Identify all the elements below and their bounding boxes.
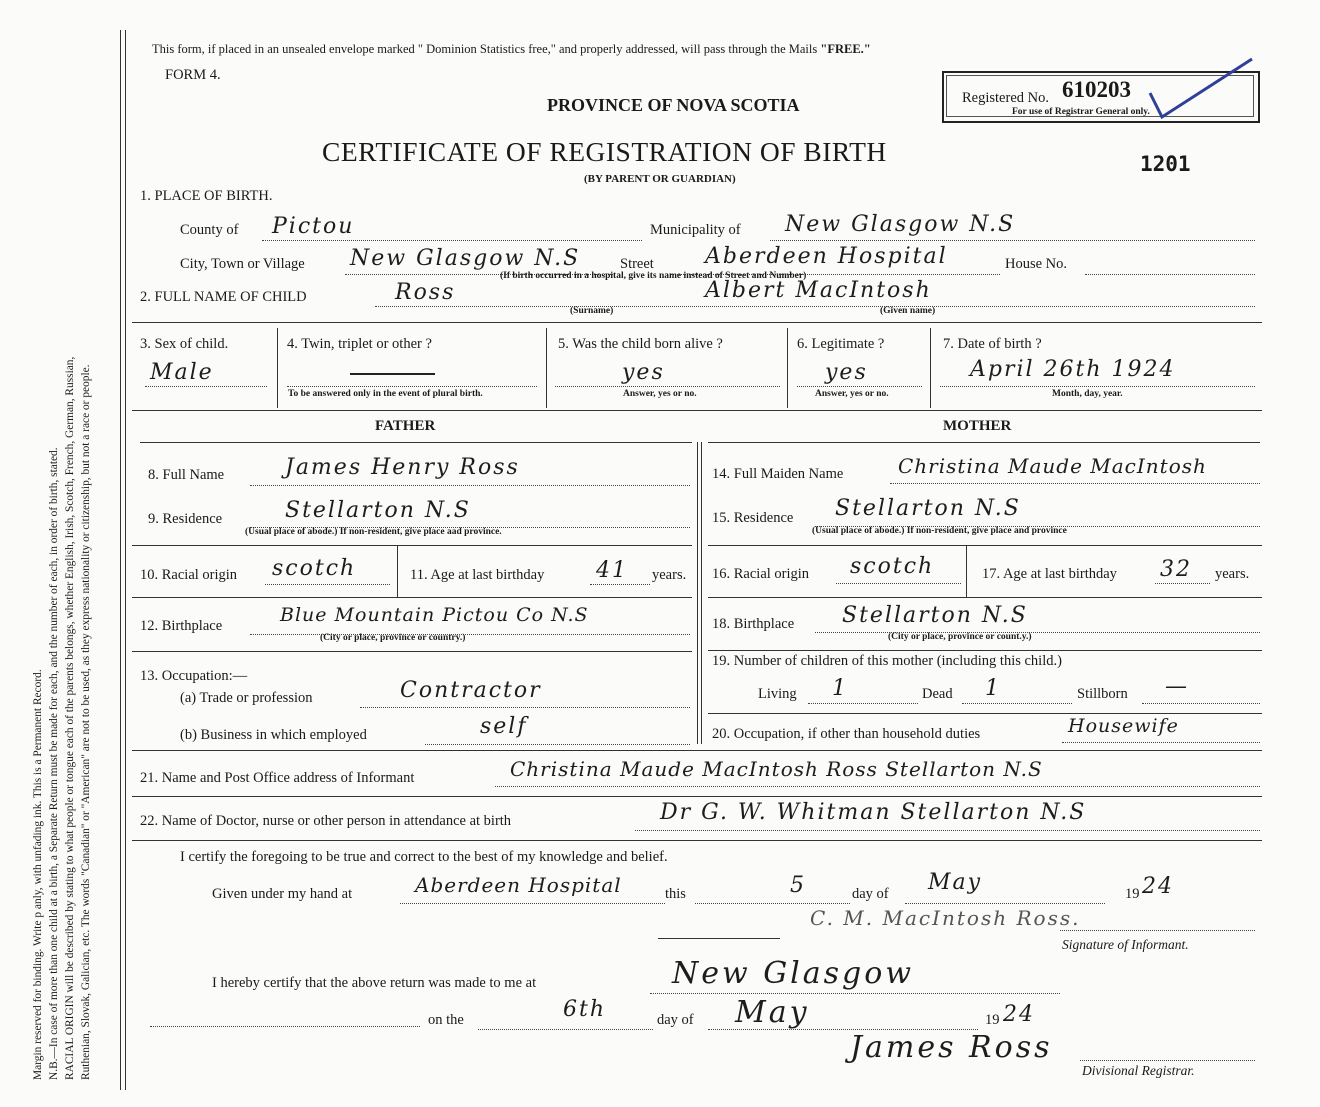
mother-occ-label: 20. Occupation, if other than household duties <box>712 726 981 742</box>
mother-rule-1 <box>708 545 1262 546</box>
binding-line <box>120 30 121 1090</box>
given-month: May <box>928 870 983 895</box>
on-the-label: on the <box>428 1012 464 1028</box>
child-name-line <box>375 306 1255 307</box>
mother-occ-line <box>1062 742 1260 743</box>
city-value: New Glasgow N.S <box>350 246 581 271</box>
legit-label: 6. Legitimate ? <box>797 336 885 352</box>
registrar-year-prefix: 19 <box>985 1012 1000 1028</box>
rule-lower <box>132 750 1262 751</box>
mother-residence: Stellarton N.S <box>835 496 1021 521</box>
margin-note-1: Margin reserved for binding. Write p anly, with unfading ink. This is a Permanent Record. <box>32 669 44 1080</box>
given-place: Aberdeen Hospital <box>415 873 622 897</box>
cert-short-rule <box>658 938 780 939</box>
registrar-year-suffix: 24 <box>1003 1002 1035 1027</box>
dead-line <box>962 703 1072 704</box>
mother-rule-4 <box>708 713 1262 714</box>
dob-line <box>940 386 1255 387</box>
stamp-number: 1201 <box>1140 152 1191 176</box>
father-bp-note: (City or place, province or country.) <box>320 633 466 643</box>
father-residence: Stellarton N.S <box>285 498 471 523</box>
given-day: 5 <box>790 873 806 898</box>
registrar-lead-line <box>150 1026 420 1027</box>
twin-dash <box>350 373 435 375</box>
form-number: FORM 4. <box>165 67 221 83</box>
registrar-place-line <box>650 993 1060 994</box>
surname-caption: (Surname) <box>570 306 614 316</box>
father-rule-2 <box>132 597 692 598</box>
father-res-note: (Usual place of abode.) If non-resident, give place aad province. <box>245 527 502 537</box>
father-rule-1 <box>132 545 692 546</box>
registered-number: 610203 <box>1062 77 1131 102</box>
father-name-line <box>250 485 690 486</box>
sex-label: 3. Sex of child. <box>140 336 229 352</box>
mother-age: 32 <box>1160 557 1192 582</box>
mother-race-line <box>836 583 961 584</box>
legit-value: yes <box>825 360 868 385</box>
doctor-value: Dr G. W. Whitman Stellarton N.S <box>660 800 1087 825</box>
margin-note-3: RACIAL ORIGIN will be described by stating to what people or tongue each of the parents belongs, whether English, Irish, Scotch, French, German, Russian, <box>64 356 76 1080</box>
registrar-sig-line <box>1080 1060 1255 1061</box>
mother-years: years. <box>1215 566 1250 582</box>
father-age-line <box>590 584 650 585</box>
father-bp-label: 12. Birthplace <box>140 618 223 634</box>
father-res-label: 9. Residence <box>148 511 223 527</box>
father-race-label: 10. Racial origin <box>140 567 238 583</box>
margin-notes <box>30 10 94 1080</box>
registrar-place: New Glasgow <box>672 956 915 991</box>
father-race: scotch <box>272 556 357 581</box>
given-day-of-label: day of <box>852 886 889 902</box>
dead-label: Dead <box>922 686 953 702</box>
county-value: Pictou <box>272 214 355 239</box>
mother-rule-2 <box>708 597 1262 598</box>
stillborn-line <box>1142 703 1260 704</box>
informant-sig-line <box>1060 930 1255 931</box>
registrar-month: May <box>735 995 810 1030</box>
alive-value: yes <box>622 360 665 385</box>
given-year-suffix: 24 <box>1142 874 1174 899</box>
stillborn-value: — <box>1165 674 1189 699</box>
father-heading: FATHER <box>375 418 436 434</box>
alive-label: 5. Was the child born alive ? <box>558 336 723 352</box>
blue-checkmark <box>1140 55 1260 125</box>
child-name-label: 2. FULL NAME OF CHILD <box>140 289 307 305</box>
col-divider-1 <box>277 328 278 408</box>
doctor-label: 22. Name of Doctor, nurse or other person in attendance at birth <box>140 813 512 829</box>
living-line <box>808 703 918 704</box>
mother-age-line <box>1155 583 1210 584</box>
legit-note: Answer, yes or no. <box>815 389 889 399</box>
father-trade-line <box>360 707 690 708</box>
margin-note-2: N.B.—In case of more than one child at a birth, a Separate Return must be made for each, and the number of each, in order of birth, stated. <box>48 447 60 1080</box>
rule-informant <box>132 796 1262 797</box>
cert-statement: I certify the foregoing to be true and correct to the best of my knowledge and belief. <box>180 849 668 865</box>
center-divider <box>697 442 698 744</box>
alive-line <box>555 386 780 387</box>
page-title: CERTIFICATE OF REGISTRATION OF BIRTH <box>322 136 887 167</box>
city-label: City, Town or Village <box>180 256 305 272</box>
registrar-day-line <box>478 1029 653 1030</box>
mother-occupation: Housewife <box>1068 715 1179 737</box>
mother-res-note: (Usual place of abode.) If non-resident, give place and province <box>812 526 1067 536</box>
col-divider-2 <box>546 328 547 408</box>
municipality-value: New Glasgow N.S <box>785 212 1016 237</box>
mother-age-label: 17. Age at last birthday <box>982 566 1117 582</box>
stillborn-label: Stillborn <box>1077 686 1128 702</box>
county-label: County of <box>180 222 239 238</box>
municipality-line <box>770 240 1255 241</box>
father-birthplace: Blue Mountain Pictou Co N.S <box>280 604 589 626</box>
dead-value: 1 <box>985 676 1001 701</box>
province-heading: PROVINCE OF NOVA SCOTIA <box>547 95 800 115</box>
dob-note: Month, day, year. <box>1052 389 1123 399</box>
dob-value: April 26th 1924 <box>970 357 1176 382</box>
mother-bp-note: (City or place, province or count.y.) <box>888 632 1032 642</box>
given-month-line <box>905 903 1105 904</box>
given-day-line <box>695 903 850 904</box>
sex-value: Male <box>150 360 214 385</box>
sex-line <box>145 386 267 387</box>
this-label: this <box>665 886 686 902</box>
rule-doctor <box>132 840 1262 841</box>
place-of-birth-heading: 1. PLACE OF BIRTH. <box>140 188 273 204</box>
mother-name: Christina Maude MacIntosh <box>898 454 1207 478</box>
father-race-line <box>265 584 390 585</box>
alive-note: Answer, yes or no. <box>623 389 697 399</box>
street-value: Aberdeen Hospital <box>705 244 948 269</box>
mother-race-divider <box>966 545 967 597</box>
twin-line <box>287 386 537 387</box>
binding-line-2 <box>125 30 126 1090</box>
living-label: Living <box>758 686 797 702</box>
center-divider-2 <box>701 442 702 744</box>
mother-bp-line <box>815 632 1260 633</box>
legit-line <box>797 386 922 387</box>
father-rule-3 <box>132 651 692 652</box>
col-divider-3 <box>787 328 788 408</box>
twin-note: To be answered only in the event of plural birth. <box>288 389 483 399</box>
given-place-line <box>400 903 665 904</box>
twin-label: 4. Twin, triplet or other ? <box>287 336 432 352</box>
mother-rule-3 <box>708 650 1262 651</box>
informant-signature: C. M. MacIntosh Ross. <box>810 906 1081 930</box>
father-years: years. <box>652 567 687 583</box>
given-label: Given under my hand at <box>212 886 353 902</box>
father-occ-label: 13. Occupation:— <box>140 668 248 684</box>
father-trade-label: (a) Trade or profession <box>180 690 313 706</box>
rule-mid <box>132 410 1262 411</box>
registered-label: Registered No. <box>962 90 1049 106</box>
father-race-divider <box>397 545 398 597</box>
given-caption: (Given name) <box>880 306 936 316</box>
informant-line <box>495 786 1260 787</box>
doctor-line <box>635 830 1260 831</box>
father-bp-line <box>250 634 690 635</box>
municipality-label: Municipality of <box>650 222 741 238</box>
mother-race: scotch <box>850 554 935 579</box>
father-name-label: 8. Full Name <box>148 467 225 483</box>
registrar-caption: Divisional Registrar. <box>1082 1063 1195 1078</box>
county-line <box>262 240 642 241</box>
mother-bp-label: 18. Birthplace <box>712 616 795 632</box>
given-year-prefix: 19 <box>1125 886 1140 902</box>
mother-heading-rule <box>708 442 1260 443</box>
mother-name-label: 14. Full Maiden Name <box>712 466 844 482</box>
mother-heading: MOTHER <box>943 418 1012 434</box>
father-business: self <box>480 714 528 739</box>
father-bus-line <box>425 744 690 745</box>
child-given-name: Albert MacIntosh <box>705 278 932 303</box>
father-name: James Henry Ross <box>285 455 520 480</box>
mother-res-label: 15. Residence <box>712 510 794 526</box>
mother-name-line <box>890 483 1260 484</box>
informant-label: 21. Name and Post Office address of Informant <box>140 770 415 786</box>
father-trade: Contractor <box>400 678 542 703</box>
mother-children-label: 19. Number of children of this mother (including this child.) <box>712 653 1062 669</box>
sig-caption: Signature of Informant. <box>1062 937 1189 952</box>
margin-note-4: Ruthenian, Slovak, Galician, etc. The words "Canadian" or "American" are not to be used, as they express nationality or citizenship, but not a race or people. <box>80 364 92 1080</box>
street-label: Street <box>620 256 654 272</box>
rule-top <box>132 322 1262 323</box>
registrar-day: 6th <box>563 997 607 1022</box>
registrar-note: For use of Registrar General only. <box>1012 107 1150 117</box>
mother-race-label: 16. Racial origin <box>712 566 810 582</box>
registrar-signature: James Ross <box>850 1030 1053 1065</box>
registrar-statement: I hereby certify that the above return was made to me at <box>212 975 537 991</box>
father-heading-rule <box>140 442 692 443</box>
postal-note: This form, if placed in an unsealed envelope marked " Dominion Statistics free," and properly addressed, will pass through the Mails "FREE." <box>152 42 871 56</box>
page-subtitle: (BY PARENT OR GUARDIAN) <box>584 173 736 185</box>
child-surname: Ross <box>395 280 456 305</box>
informant-value: Christina Maude MacIntosh Ross Stellarton N.S <box>510 757 1043 781</box>
hospital-note: (If birth occurred in a hospital, give its name instead of Street and Number) <box>500 271 807 281</box>
dob-label: 7. Date of birth ? <box>943 336 1042 352</box>
col-divider-4 <box>930 328 931 408</box>
registrar-day-of-label: day of <box>657 1012 694 1028</box>
father-age: 41 <box>596 558 628 583</box>
father-bus-label: (b) Business in which employed <box>180 727 367 743</box>
living-value: 1 <box>832 676 848 701</box>
house-label: House No. <box>1005 256 1068 272</box>
mother-birthplace: Stellarton N.S <box>842 603 1028 628</box>
house-line <box>1085 274 1255 275</box>
father-age-label: 11. Age at last birthday <box>410 567 545 583</box>
